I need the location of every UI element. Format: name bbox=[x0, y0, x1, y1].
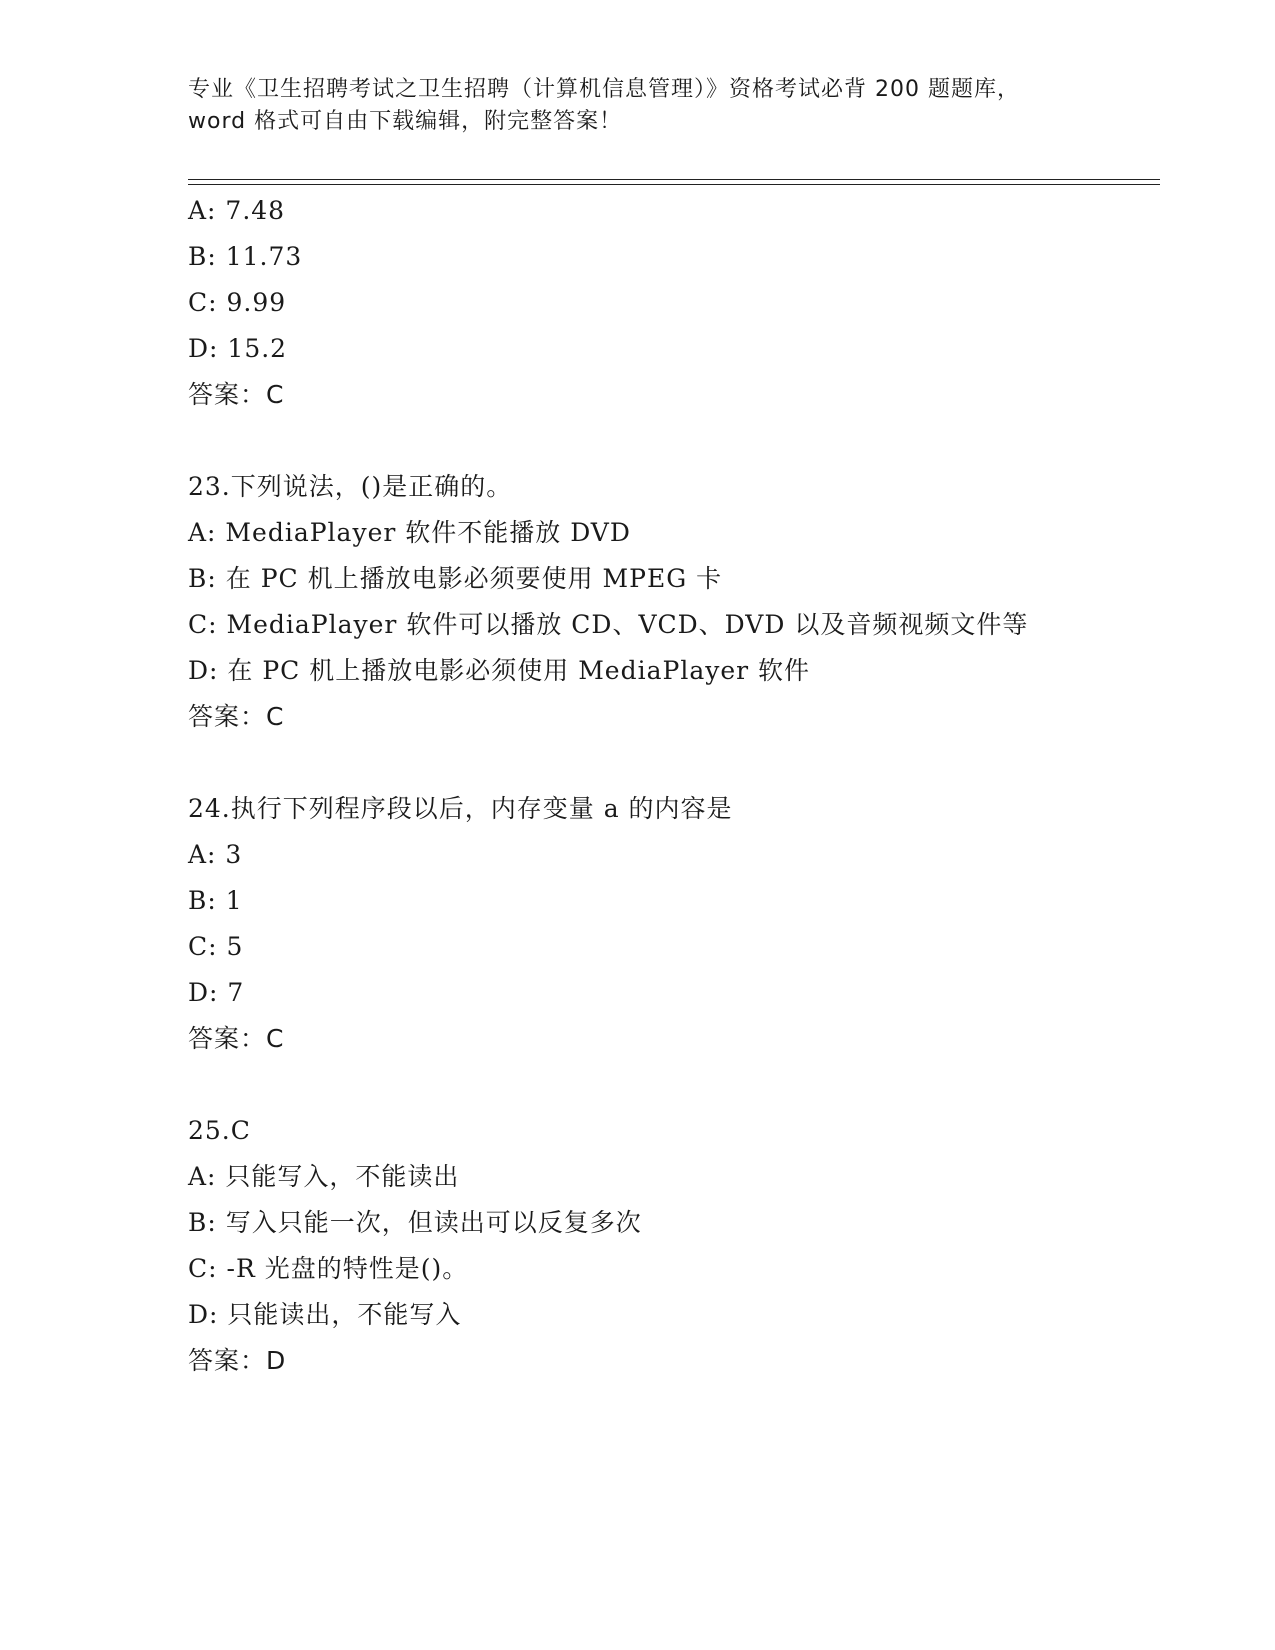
option-d: D: 在 PC 机上播放电影必须使用 MediaPlayer 软件 bbox=[188, 656, 811, 685]
question-block bbox=[188, 464, 1168, 740]
option-d: D: 只能读出，不能写入 bbox=[188, 1300, 462, 1329]
option-b: B: 11.73 bbox=[188, 242, 303, 271]
question-block bbox=[188, 188, 1168, 418]
question-block bbox=[188, 1108, 1168, 1384]
option-a: A: 只能写入，不能读出 bbox=[188, 1162, 460, 1191]
option-a: A: 7.48 bbox=[188, 196, 286, 225]
question-text: 25.C bbox=[188, 1116, 251, 1145]
option-a: A: MediaPlayer 软件不能播放 DVD bbox=[188, 518, 631, 547]
option-b: B: 写入只能一次，但读出可以反复多次 bbox=[188, 1208, 642, 1237]
block-spacer bbox=[188, 740, 1168, 786]
header-title-line-2: word 格式可自由下载编辑，附完整答案！ bbox=[188, 109, 623, 134]
answer-line: 答案：C bbox=[188, 380, 285, 409]
question-text: 24.执行下列程序段以后，内存变量 a 的内容是 bbox=[188, 794, 733, 823]
block-spacer bbox=[188, 418, 1168, 464]
block-spacer bbox=[188, 1062, 1168, 1108]
option-c: C: 9.99 bbox=[188, 288, 287, 317]
option-b: B: 1 bbox=[188, 886, 243, 915]
answer-line: 答案：D bbox=[188, 1346, 287, 1375]
answer-line: 答案：C bbox=[188, 702, 285, 731]
header-divider-top bbox=[188, 179, 1160, 180]
option-a: A: 3 bbox=[188, 840, 243, 869]
question-text: 23.下列说法，()是正确的。 bbox=[188, 472, 513, 501]
question-list bbox=[188, 188, 1168, 1384]
document-header bbox=[188, 74, 1088, 138]
option-d: D: 7 bbox=[188, 978, 245, 1007]
header-divider-bottom bbox=[188, 184, 1160, 185]
option-c: C: -R 光盘的特性是()。 bbox=[188, 1254, 469, 1283]
option-c: C: MediaPlayer 软件可以播放 CD、VCD、DVD 以及音频视频文件等 bbox=[188, 610, 1029, 639]
question-block bbox=[188, 786, 1168, 1062]
option-b: B: 在 PC 机上播放电影必须要使用 MPEG 卡 bbox=[188, 564, 723, 593]
header-title-line-1: 专业《卫生招聘考试之卫生招聘（计算机信息管理）》资格考试必背 200 题题库， bbox=[188, 77, 1020, 102]
answer-line: 答案：C bbox=[188, 1024, 285, 1053]
option-d: D: 15.2 bbox=[188, 334, 288, 363]
option-c: C: 5 bbox=[188, 932, 244, 961]
